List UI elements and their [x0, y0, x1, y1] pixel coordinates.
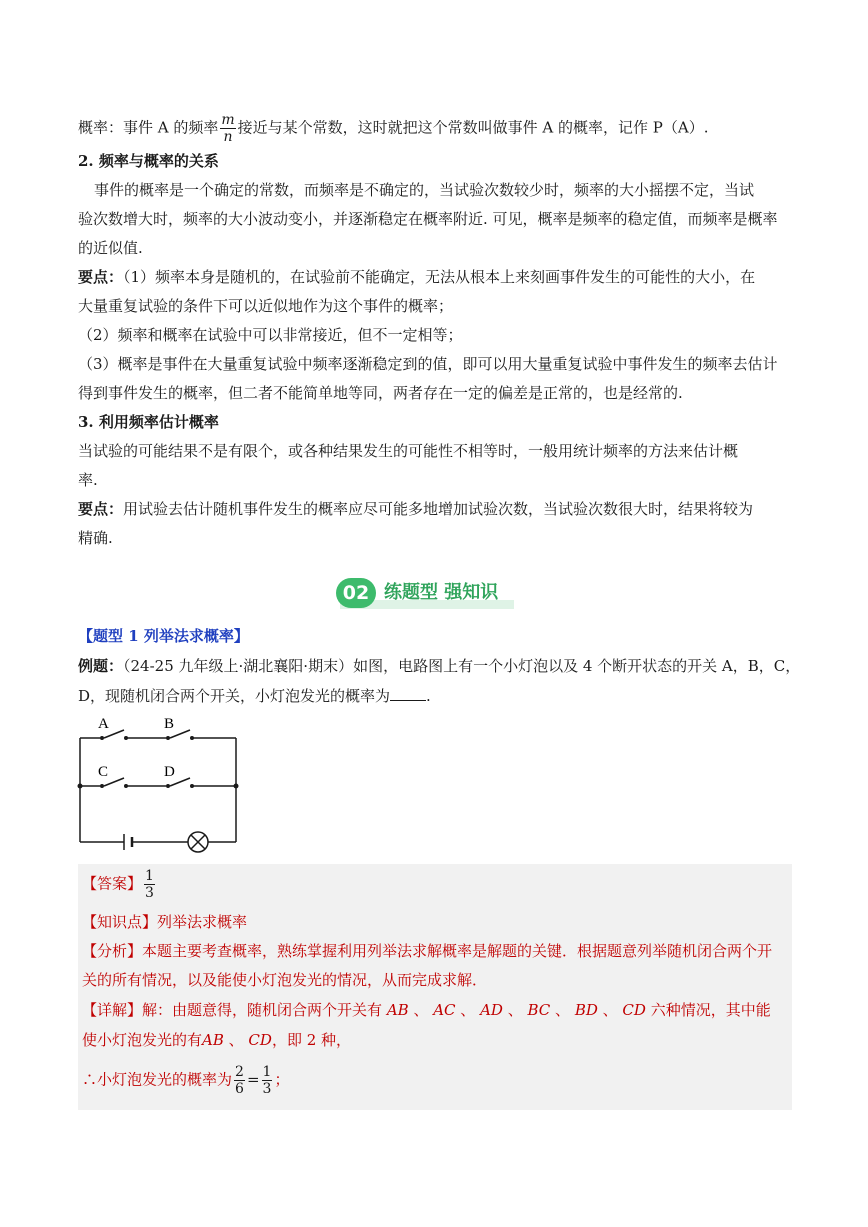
equals-sign: = — [246, 1070, 260, 1089]
pair-ab: AB — [386, 1001, 409, 1019]
example-label: 例题： — [78, 657, 124, 675]
para-line-3: 的近似值. — [78, 239, 143, 257]
pair-ad: AD — [480, 1001, 503, 1019]
question-type-label: 【题型 1 列举法求概率】 — [78, 627, 249, 645]
probability-definition — [78, 112, 792, 145]
knowledge-point-line — [82, 908, 247, 937]
f1-numerator: 2 — [235, 1064, 244, 1080]
key-text: （1）频率本身是随机的，在试验前不能确定，无法从根本上来刻画事件发生的可能性的大小，在 — [123, 268, 756, 286]
section-heading-3: 3. 利用频率估计概率 — [78, 413, 219, 431]
answer-numerator: 1 — [145, 868, 154, 884]
detail-text-2: 六种情况，其中能 — [650, 1001, 771, 1019]
detail-line-1: 【详解】解：由题意得，随机闭合两个开关有 AB 、 AC 、 AD 、 BC 、 BD 、 CD 六种情况，其中能 — [82, 1001, 771, 1019]
analysis-label: 【分析】 — [82, 942, 143, 960]
fraction-m-over-n — [220, 112, 235, 145]
key-text: 用试验去估计随机事件发生的概率应尽可能多地增加试验次数，当试验次数很大时，结果将较为 — [123, 500, 754, 518]
question-text-3: . — [426, 687, 431, 705]
para-line-2: 验次数增大时，频率的大小波动变小，并逐渐稳定在概率附近. 可见，概率是频率的稳定值，而频率是概率 — [78, 210, 778, 228]
detail-line-2: 使小灯泡发光的有AB 、 CD，即 2 种， — [82, 1031, 352, 1049]
pair-ac: AC — [433, 1001, 456, 1019]
analysis-text-1: 本题主要考查概率，熟练掌握利用列举法求解概率是解题的关键．根据题意列举随机闭合两个开 — [142, 942, 773, 960]
detail-text-6: ； — [274, 1070, 290, 1089]
pair-cd: CD — [622, 1001, 646, 1019]
f2-denominator: 3 — [262, 1081, 272, 1097]
section-heading-2: 2. 频率与概率的关系 — [78, 152, 219, 170]
answer-label: 【答案】 — [82, 874, 143, 893]
definition-text-2: 接近与某个常数，这时就把这个常数叫做事件 A 的概率，记作 P（A）. — [237, 118, 709, 137]
section3-line-1: 当试验的可能结果不是有限个，或各种结果发生的可能性不相等时，一般用统计频率的方法来估计概 — [78, 442, 739, 460]
question-line-1 — [78, 652, 800, 681]
answer-line — [82, 868, 157, 901]
key-label: 要点： — [78, 500, 124, 518]
switch-label-d: D — [164, 764, 175, 780]
answer-fraction — [144, 868, 155, 901]
fraction-2-6 — [234, 1064, 245, 1097]
key-point-line-1 — [78, 263, 792, 292]
light-pair-ab: AB — [202, 1031, 224, 1049]
banner-title: 练题型 强知识 — [384, 582, 499, 603]
section3-line-2: 率. — [78, 471, 98, 489]
detail-text-4: ，即 2 种， — [271, 1031, 352, 1049]
question-text-1: （24-25 九年级上·湖北襄阳·期末）如图，电路图上有一个小灯泡以及 4 个断开状态的开关 A，B，C， — [123, 657, 801, 675]
banner-number: 02 — [342, 582, 370, 604]
analysis-line-2: 关的所有情况，以及能使小灯泡发光的情况，从而完成求解． — [82, 971, 488, 989]
switch-label-c: C — [98, 764, 109, 780]
section-banner — [336, 576, 516, 612]
detail-text-3: 使小灯泡发光的有 — [82, 1031, 203, 1049]
knowledge-label: 【知识点】 — [82, 913, 158, 931]
question-line-2 — [78, 682, 431, 711]
key-point-line-4: （3）概率是事件在大量重复试验中频率逐渐稳定到的值，即可以用大量重复试验中事件发生的频率去估计 — [78, 355, 778, 373]
answer-denominator: 3 — [145, 885, 154, 901]
fraction-numerator: m — [221, 112, 235, 128]
f1-denominator: 6 — [235, 1081, 244, 1097]
detail-label: 【详解】 — [82, 1001, 143, 1019]
f2-numerator: 1 — [262, 1064, 272, 1080]
question-text-2: D，现随机闭合两个开关，小灯泡发光的概率为 — [78, 687, 391, 705]
para-line-1: 事件的概率是一个确定的常数，而频率是不确定的，当试验次数较少时，频率的大小摇摆不定，当试 — [94, 181, 755, 199]
light-pair-cd: CD — [248, 1031, 272, 1049]
key-point-line-5: 得到事件发生的概率，但二者不能简单地等同，两者存在一定的偏差是正常的，也是经常的. — [78, 384, 683, 402]
switch-label-b: B — [164, 716, 175, 732]
detail-text-5: ∴小灯泡发光的概率为 — [82, 1070, 233, 1089]
pair-bc: BC — [527, 1001, 551, 1019]
fraction-1-3 — [262, 1064, 273, 1097]
content-area — [78, 100, 792, 553]
definition-text-1: 概率：事件 A 的频率 — [78, 118, 219, 137]
answer-blank — [390, 686, 426, 701]
fraction-denominator: n — [223, 129, 233, 145]
circuit-diagram — [74, 710, 244, 860]
analysis-line-1 — [82, 937, 772, 966]
detail-line-3 — [82, 1064, 289, 1097]
detail-text-1: 解：由题意得，随机闭合两个开关有 — [142, 1001, 383, 1019]
pair-bd: BD — [574, 1001, 598, 1019]
knowledge-text: 列举法求概率 — [157, 913, 248, 931]
switch-label-a: A — [98, 716, 109, 732]
section3-key-line-1 — [78, 495, 792, 524]
key-point-line-2: 大量重复试验的条件下可以近似地作为这个事件的概率； — [78, 297, 454, 315]
key-point-line-3: （2）频率和概率在试验中可以非常接近，但不一定相等； — [78, 326, 463, 344]
section3-key-line-2: 精确. — [78, 529, 113, 547]
key-label: 要点： — [78, 268, 124, 286]
